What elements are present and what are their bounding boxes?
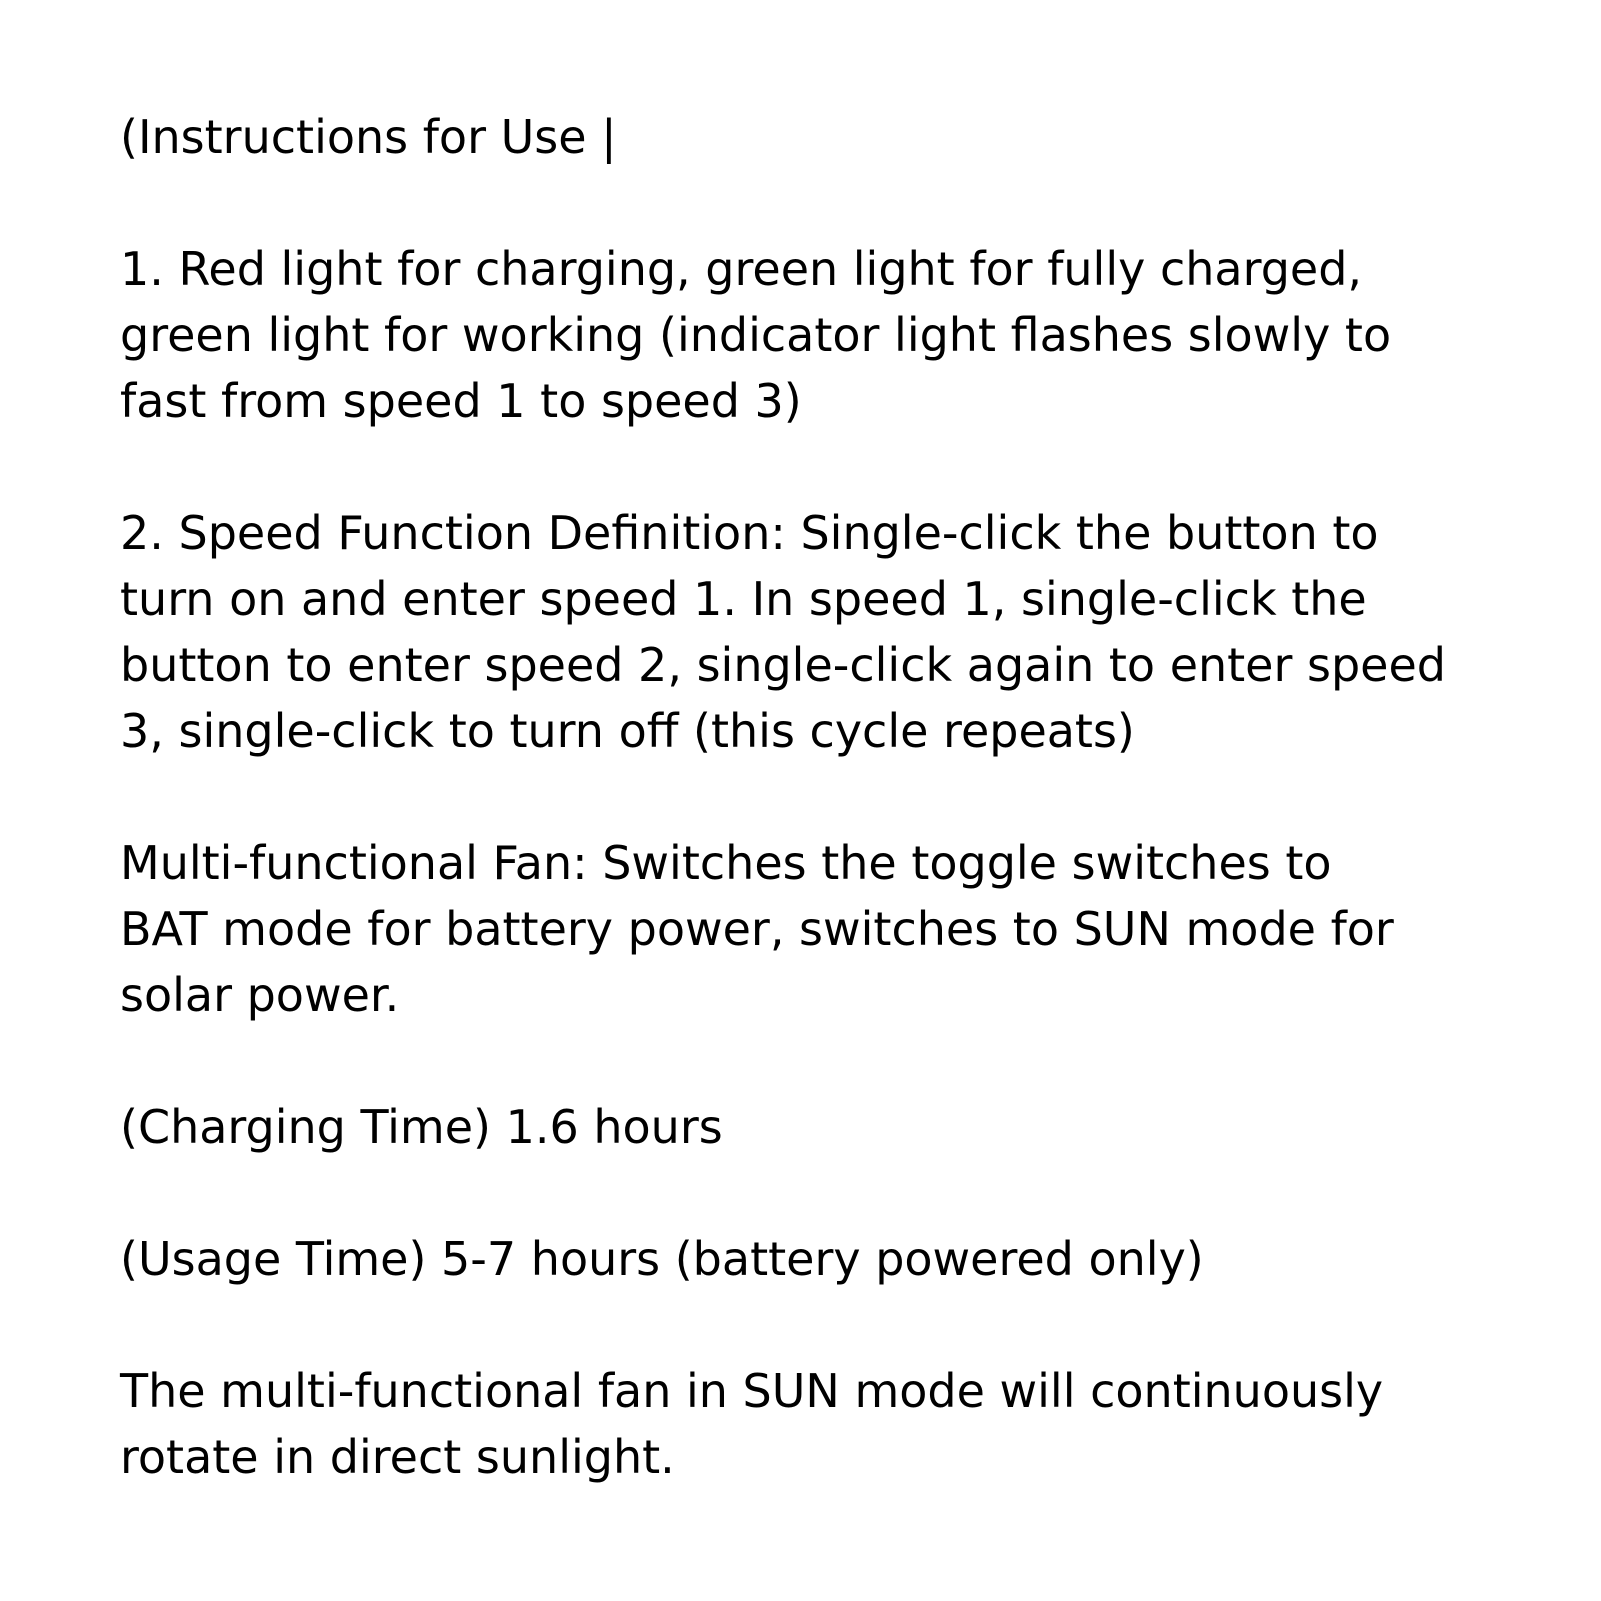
spacer [120,764,1560,830]
paragraph-indicator-lights [120,236,1560,434]
spacer [120,1160,1560,1226]
paragraph-sun-mode [120,1358,1560,1490]
text-line: Multi-functional Fan: Switches the toggle switches to [120,836,1332,890]
spacer [120,434,1560,500]
text-line: BAT mode for battery power, switches to SUN mode for [120,902,1394,956]
document-heading: (Instructions for Use | [120,110,617,164]
charging-time: (Charging Time) 1.6 hours [120,1100,723,1154]
spacer [120,170,1560,236]
paragraph-multi-functional-fan [120,830,1560,1028]
paragraph-speed-function [120,500,1560,764]
text-line: green light for working (indicator light flashes slowly to [120,308,1392,362]
spacer [120,1028,1560,1094]
spacer [120,1292,1560,1358]
text-line: 3, single-click to turn off (this cycle repeats) [120,704,1135,758]
text-line: 1. Red light for charging, green light for fully charged, [120,242,1363,296]
usage-time: (Usage Time) 5-7 hours (battery powered only) [120,1232,1204,1286]
text-line: The multi-functional fan in SUN mode will continuously [120,1364,1384,1418]
text-line: turn on and enter speed 1. In speed 1, single-click the [120,572,1367,626]
text-line: rotate in direct sunlight. [120,1430,675,1484]
instructions-document [120,104,1560,1490]
text-line: 2. Speed Function Definition: Single-click the button to [120,506,1379,560]
text-line: button to enter speed 2, single-click again to enter speed [120,638,1446,692]
text-line: fast from speed 1 to speed 3) [120,374,802,428]
text-line: solar power. [120,968,400,1022]
